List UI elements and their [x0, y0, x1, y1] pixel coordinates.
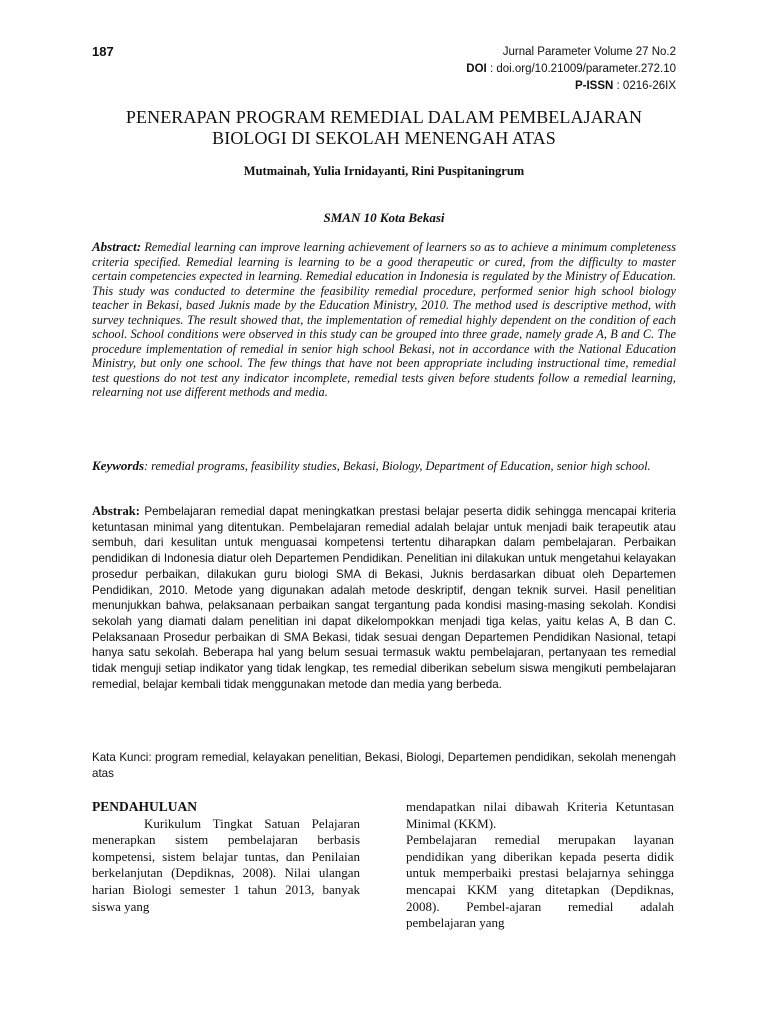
abstract-english [92, 240, 676, 400]
keywords-label: Keywords [92, 458, 144, 473]
abstract-label: Abstract: [92, 239, 142, 254]
doi-label: DOI [466, 63, 487, 75]
keywords-text: : remedial programs, feasibility studies, Bekasi, Biology, Department of Education, senior high school. [144, 459, 651, 473]
body-column-right [406, 799, 674, 932]
kata-kunci-text: program remedial, kelayakan penelitian, Bekasi, Biologi, Departemen pendidikan, sekolah menengah atas [92, 751, 677, 780]
issn-value: : 0216-26IX [616, 80, 676, 92]
abstract-text: Remedial learning can improve learning achievement of learners so as to achieve a minimum completeness criteria specified. Remedial learning is learning to be a good therapeutic or cured, from the difficulty to master certain competencies expected in learning. Remedial education in Indonesia is regulated by the Ministry of Education. This study was conducted to determine the feasibility remedial procedure, performed senior high school biology teacher in Bekasi, based Juknis made by the Education Ministry, 2010. The method used is descriptive method, with survey techniques. The result showed that, the implementation of remedial highly dependent on the condition of each school. School conditions were observed in this study can be grouped into three grade, namely grade A, B and C. The procedure implementation of remedial in senior high school Bekasi, not in accordance with the National Education Ministry, but only one school. The few things that have not been appropriate including instructional time, remedial test questions do not test any indicator incomplete, remedial tests given before students follow a remedial learning, relearning not use different methods and media. [92, 240, 676, 399]
journal-volume: Jurnal Parameter Volume 27 No.2 [502, 46, 676, 58]
section-heading: PENDAHULUAN [92, 799, 198, 814]
body-paragraph: mendapatkan nilai dibawah Kriteria Ketuntasan Minimal (KKM). [406, 799, 674, 831]
abstract-indonesian [92, 504, 676, 692]
body-paragraph: Kurikulum Tingkat Satuan Pelajaran menerapkan sistem pembelajaran berbasis kompetensi, sistem belajar tuntas, dan Penilaian berkelanjutan (Depdiknas, 2008). Nilai ulangan harian Biologi semester 1 tahun 2013, banyak siswa yang [92, 815, 360, 914]
abstrak-text: Pembelajaran remedial dapat meningkatkan prestasi belajar peserta didik sehingga mencapai kriteria ketuntasan minimal yang ditentukan. Pembelajaran remedial adalah belajar untuk menjadi baik terapeutik atau sembuh, dari kesulitan untuk menguasai kompetensi tertentu diharapkan dalam pembelajaran. Perbaikan pendidikan di Indonesia diatur oleh Departemen Pendidikan. Penelitian ini dilakukan untuk mengetahui kelayakan prosedur perbaikan, dilakukan guru biologi SMA di Bekasi, Juknis berdasarkan dibuat oleh Departemen Pendidikan, 2010. Metode yang digunakan adalah metode deskriptif, dengan teknik survei. Hasil penelitian menunjukkan bahwa, pelaksanaan perbaikan sangat tergantung pada kondisi masing-masing sekolah. Kondisi sekolah yang diamati dalam penelitian ini dapat dikelompokkan menjadi tiga kelas, yaitu kelas A, B dan C. Pelaksanaan Prosedur perbaikan di SMA Bekasi, tidak sesuai dengan Departemen Pendidikan Nasional, tetapi hanya satu sekolah. Beberapa hal yang belum sesuai termasuk waktu pembelajaran, pertanyaan tes remedial tidak menguji setiap indikator yang tidak lengkap, tes remedial diberikan sebelum siswa mengikuti pembelajaran remedial, belajar kembali tidak menggunakan metode dan media yang berbeda. [92, 505, 676, 691]
keywords-indonesian [92, 750, 676, 782]
doi-value[interactable]: : doi.org/10.21009/parameter.272.10 [489, 63, 676, 75]
affiliation: SMAN 10 Kota Bekasi [323, 210, 445, 225]
title-line-1: PENERAPAN PROGRAM REMEDIAL DALAM PEMBELAJARAN [125, 107, 643, 127]
title-line-2: BIOLOGI DI SEKOLAH MENENGAH ATAS [212, 128, 556, 148]
article-title [92, 107, 676, 149]
body-paragraph: Pembelajaran remedial merupakan layanan pendidikan yang diberikan kepada peserta didik untuk memperbaiki prestasi belajarnya sehingga mencapai KKM yang ditetapkan (Depdiknas, 2008). Pembel-ajaran remedial adalah pembelajaran yang [406, 832, 674, 931]
abstrak-label: Abstrak: [92, 504, 140, 518]
journal-info [466, 44, 676, 95]
keywords-english [92, 458, 676, 474]
issn-line [466, 78, 676, 95]
issn-label: P-ISSN [574, 80, 614, 92]
author-list: Mutmainah, Yulia Irnidayanti, Rini Puspitaningrum [243, 164, 525, 178]
body-column-left [92, 799, 360, 915]
page-number: 187 [92, 44, 114, 59]
kata-kunci-label: Kata Kunci: [92, 751, 152, 764]
doi-line [466, 61, 676, 78]
